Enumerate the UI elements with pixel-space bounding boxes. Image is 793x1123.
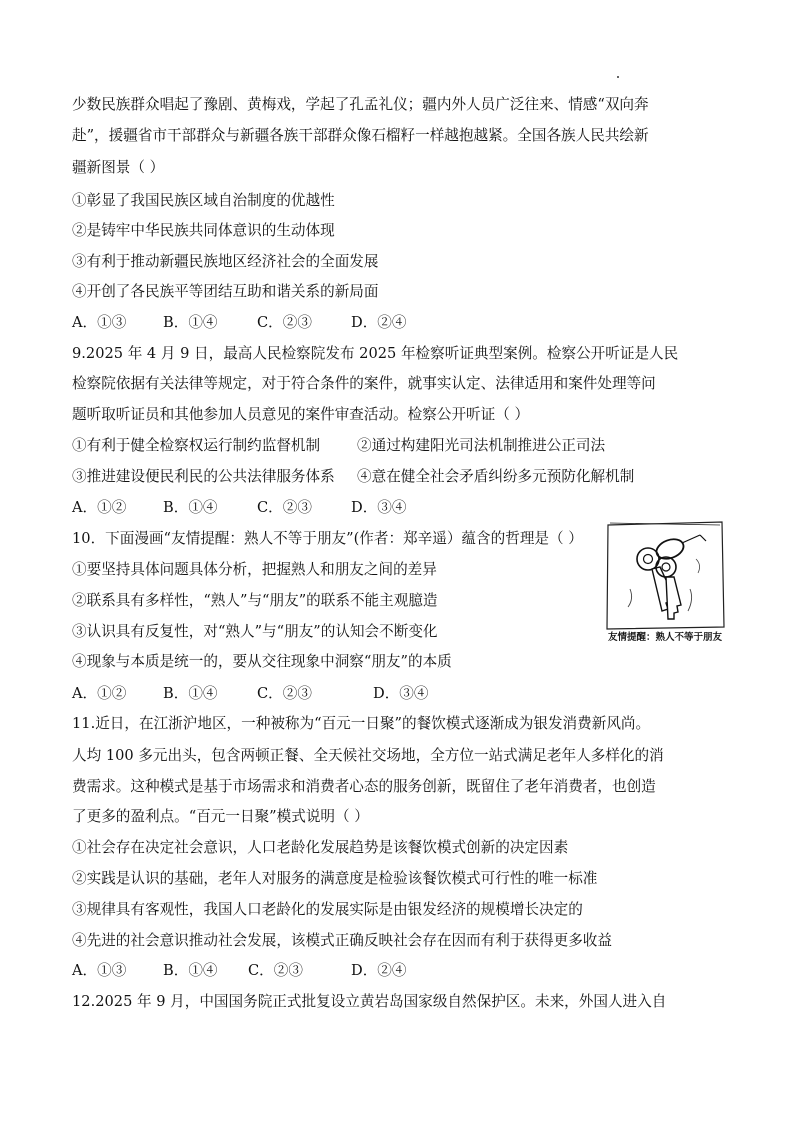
q10-option-a[interactable]: A．①② [72, 685, 127, 702]
q11-statement-1: ①社会存在决定社会意识，人口老龄化发展趋势是该餐饮模式创新的决定因素 [72, 839, 569, 856]
q9-statement-3: ③推进建设便民利民的公共法律服务体系 [72, 468, 335, 485]
q8-option-c[interactable]: C．②③ [257, 314, 312, 331]
q11-statement-3: ③规律具有客观性，我国人口老龄化的发展实际是由银发经济的规模增长决定的 [72, 901, 583, 918]
q11-line-1: 11.近日，在江浙沪地区，一种被称为“百元一日聚”的餐饮模式逐渐成为银发消费新风尚。 [72, 715, 651, 732]
q9-line-3: 题听取听证员和其他参加人员意见的案件审查活动。检察公开听证（ ） [72, 406, 530, 423]
q8-statement-4: ④开创了各民族平等团结互助和谐关系的新局面 [72, 283, 379, 300]
q11-statement-4: ④先进的社会意识推动社会发展，该模式正确反映社会存在因而有利于获得更多收益 [72, 932, 612, 949]
keys-icon [604, 519, 726, 631]
q10-statement-2: ②联系具有多样性，“熟人”与“朋友”的联系不能主观臆造 [72, 592, 438, 609]
q10-statement-4: ④现象与本质是统一的，要从交往现象中洞察“朋友”的本质 [72, 653, 452, 670]
q9-option-c[interactable]: C．②③ [257, 499, 312, 516]
q8-statement-2: ②是铸牢中华民族共同体意识的生动体现 [72, 222, 335, 239]
q12-line-1: 12.2025 年 9 月，中国国务院正式批复设立黄岩岛国家级自然保护区。未来，外国人进入自 [72, 993, 667, 1010]
q9-statement-4: ④意在健全社会矛盾纠纷多元预防化解机制 [357, 468, 635, 485]
q11-option-d[interactable]: D．②④ [351, 962, 407, 979]
q9-option-b[interactable]: B．①④ [163, 499, 218, 516]
q8-statement-3: ③有利于推动新疆民族地区经济社会的全面发展 [72, 253, 379, 270]
q11-line-2: 人均 100 多元出头，包含两顿正餐、全天候社交场地，全方位一站式满足老年人多样化的消 [72, 747, 664, 764]
q8-option-a[interactable]: A．①③ [72, 314, 127, 331]
q11-statement-2: ②实践是认识的基础，老年人对服务的满意度是检验该餐饮模式可行性的唯一标准 [72, 870, 598, 887]
q9-line-1: 9.2025 年 4 月 9 日，最高人民检察院发布 2025 年检察听证典型案例。检察公开听证是人民 [72, 345, 679, 362]
q8-option-b[interactable]: B．①④ [163, 314, 218, 331]
cartoon-caption: 友情提醒：熟人不等于朋友 [607, 632, 722, 643]
q10-statement-3: ③认识具有反复性，对“熟人”与“朋友”的认知会不断变化 [72, 623, 438, 640]
q8-option-d[interactable]: D．②④ [351, 314, 407, 331]
q10-statement-1: ①要坚持具体问题具体分析，把握熟人和朋友之间的差异 [72, 561, 437, 578]
q8-line-3: 疆新图景（ ） [72, 159, 165, 176]
q11-line-4: 了更多的盈利点。“百元一日聚”模式说明（ ） [72, 808, 369, 825]
q11-option-a[interactable]: A．①③ [72, 962, 127, 979]
q8-statement-1: ①彰显了我国民族区域自治制度的优越性 [72, 192, 335, 209]
cartoon-keys-illustration [604, 519, 726, 649]
q9-statement-1: ①有利于健全检察权运行制约监督机制 [72, 437, 321, 454]
q11-option-c[interactable]: C．②③ [248, 962, 303, 979]
q9-statement-2: ②通过构建阳光司法机制推进公正司法 [357, 437, 606, 454]
q10-line-1: 10．下面漫画“友情提醒：熟人不等于朋友”(作者：郑辛遥）蕴含的哲理是（ ） [72, 530, 583, 547]
q8-line-1: 少数民族群众唱起了豫剧、黄梅戏，学起了孔孟礼仪；疆内外人员广泛往来、情感“双向奔 [72, 96, 649, 113]
q10-option-d[interactable]: D．③④ [373, 685, 429, 702]
q11-option-b[interactable]: B．①④ [163, 962, 218, 979]
q10-option-c[interactable]: C．②③ [257, 685, 312, 702]
q8-line-2: 赴”，援疆省市干部群众与新疆各族干部群众像石榴籽一样越抱越紧。全国各族人民共绘新 [72, 127, 649, 144]
q9-option-a[interactable]: A．①② [72, 499, 127, 516]
q9-option-d[interactable]: D．③④ [351, 499, 407, 516]
q11-line-3: 费需求。这种模式是基于市场需求和消费者心态的服务创新，既留住了老年消费者，也创造 [72, 778, 656, 795]
scan-dot [617, 76, 619, 78]
q9-line-2: 检察院依据有关法律等规定，对于符合条件的案件，就事实认定、法律适用和案件处理等问 [72, 375, 656, 392]
q10-option-b[interactable]: B．①④ [163, 685, 218, 702]
